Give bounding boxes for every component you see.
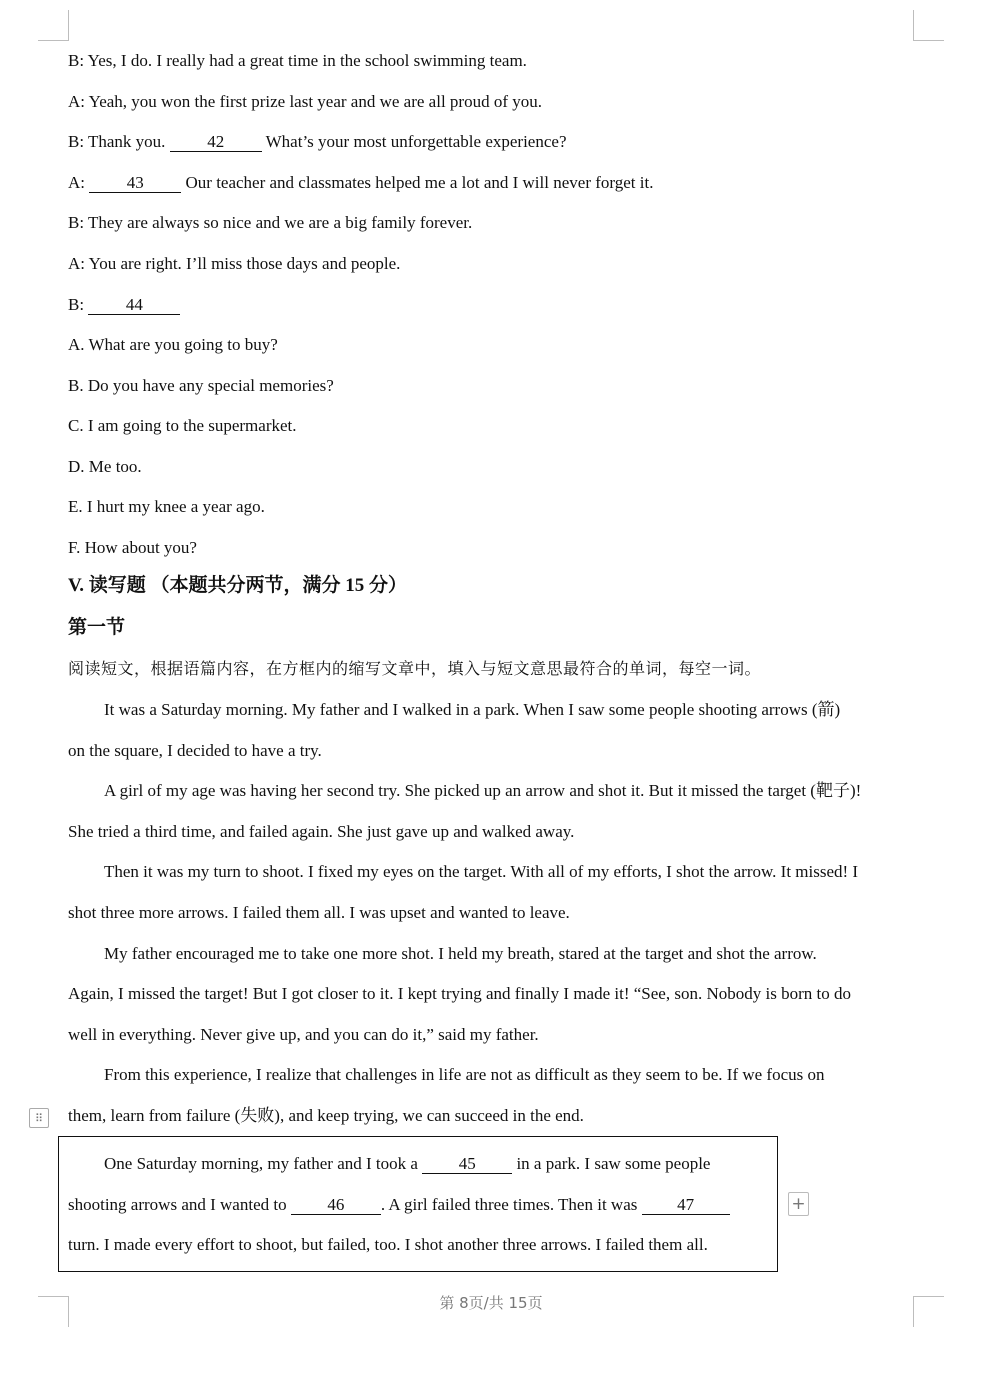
passage-line: My father encouraged me to take one more shot. I held my breath, stared at the target and shot the arrow. xyxy=(104,944,817,963)
summary-line-2 xyxy=(68,1194,730,1216)
dialogue-line: B: They are always so nice and we are a big family forever. xyxy=(68,213,473,232)
q42-suffix: What’s your most unforgettable experience? xyxy=(261,132,567,151)
blank-42[interactable]: 42 xyxy=(170,133,262,152)
blank-46[interactable]: 46 xyxy=(291,1196,381,1215)
passage-line: From this experience, I realize that challenges in life are not as difficult as they seem to be. If we focus on xyxy=(104,1065,825,1084)
q44-prefix: B: xyxy=(68,295,89,314)
q43-prefix: A: xyxy=(68,173,90,192)
blank-44[interactable]: 44 xyxy=(88,296,180,315)
dialogue-line-q42 xyxy=(68,131,566,153)
option-b: B. Do you have any special memories? xyxy=(68,376,334,395)
passage-line: them, learn from failure (失败), and keep trying, we can succeed in the end. xyxy=(68,1106,584,1125)
passage-line: Then it was my turn to shoot. I fixed my eyes on the target. With all of my efforts, I shot the arrow. It missed! I xyxy=(104,862,859,881)
dialogue-line: A: You are right. I’ll miss those days and people. xyxy=(68,254,401,273)
crop-mark-top-right xyxy=(913,10,944,41)
summary-text: One Saturday morning, my father and I took a xyxy=(104,1154,423,1173)
passage-line: A girl of my age was having her second try. She picked up an arrow and shot it. But it missed the target (靶子)! xyxy=(104,781,862,800)
dialogue-line: A: Yeah, you won the first prize last year and we are all proud of you. xyxy=(68,92,542,111)
blank-45[interactable]: 45 xyxy=(422,1155,512,1174)
dialogue-line-q43 xyxy=(68,172,653,194)
page-number: 第 8页/共 15页 xyxy=(439,1294,543,1312)
blank-43[interactable]: 43 xyxy=(89,174,181,193)
dialogue-line-q44 xyxy=(68,294,180,316)
q42-prefix: B: Thank you. xyxy=(68,132,170,151)
section-title: V. 读写题 （本题共分两节，满分 15 分） xyxy=(68,575,408,596)
passage-line: She tried a third time, and failed again. She just gave up and walked away. xyxy=(68,822,575,841)
passage-line: Again, I missed the target! But I got closer to it. I kept trying and finally I made it! “See, son. Nobody is born to do xyxy=(68,984,851,1003)
instruction: 阅读短文，根据语篇内容，在方框内的缩写文章中，填入与短文意思最符合的单词，每空一词。 xyxy=(68,659,762,678)
summary-text: in a park. I saw some people xyxy=(512,1154,711,1173)
summary-text: shooting arrows and I wanted to xyxy=(68,1195,291,1214)
blank-47[interactable]: 47 xyxy=(642,1196,730,1215)
option-a: A. What are you going to buy? xyxy=(68,335,278,354)
passage-line: shot three more arrows. I failed them all. I was upset and wanted to leave. xyxy=(68,903,570,922)
summary-line-1 xyxy=(104,1153,710,1175)
passage-line: well in everything. Never give up, and you can do it,” said my father. xyxy=(68,1025,539,1044)
option-d: D. Me too. xyxy=(68,457,142,476)
q43-suffix: Our teacher and classmates helped me a lot and I will never forget it. xyxy=(181,173,654,192)
passage-line: It was a Saturday morning. My father and I walked in a park. When I saw some people shooting arrows (箭) xyxy=(104,700,841,719)
summary-line-3: turn. I made every effort to shoot, but failed, too. I shot another three arrows. I failed them all. xyxy=(68,1235,708,1254)
option-e: E. I hurt my knee a year ago. xyxy=(68,497,265,516)
option-c: C. I am going to the supermarket. xyxy=(68,416,297,435)
add-button[interactable]: + xyxy=(788,1192,809,1216)
passage-line: on the square, I decided to have a try. xyxy=(68,741,322,760)
dialogue-line: B: Yes, I do. I really had a great time in the school swimming team. xyxy=(68,51,527,70)
drag-handle-icon[interactable]: ⠿ xyxy=(29,1108,49,1128)
crop-mark-top-left xyxy=(38,10,69,41)
summary-text: . A girl failed three times. Then it was xyxy=(380,1195,642,1214)
subsection-title: 第一节 xyxy=(68,617,126,638)
option-f: F. How about you? xyxy=(68,538,197,557)
